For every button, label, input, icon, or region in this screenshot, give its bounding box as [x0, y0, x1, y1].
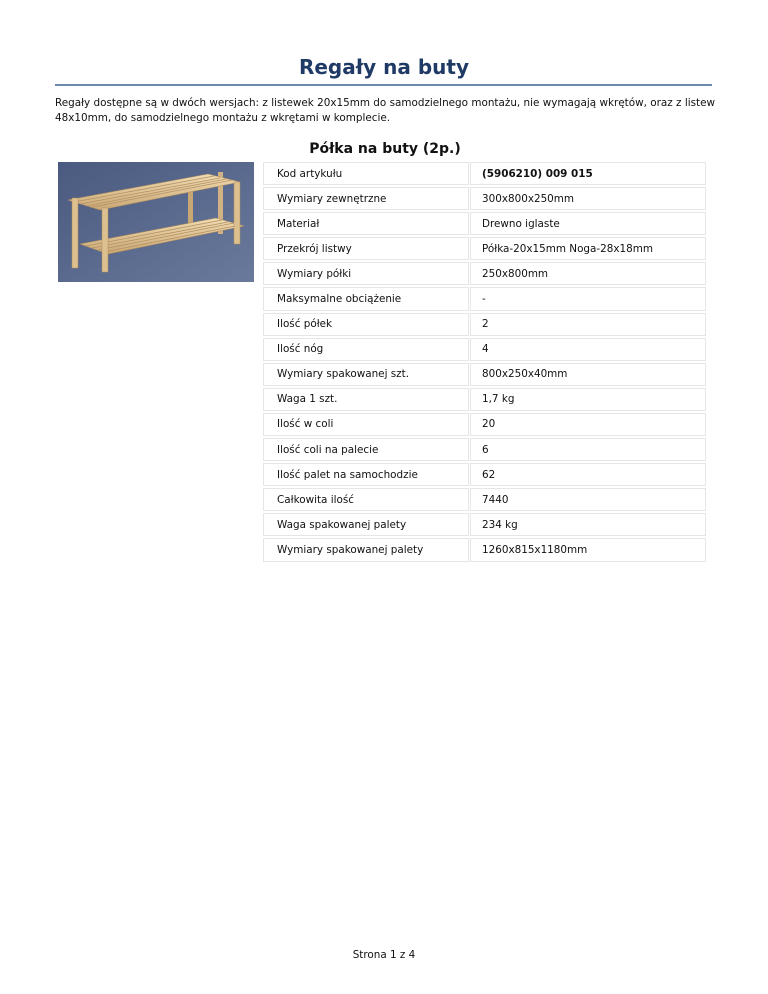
spec-label: Materiał [263, 212, 469, 235]
spec-value: 62 [470, 463, 706, 486]
table-row [263, 236, 707, 261]
table-row [263, 437, 707, 462]
spec-label: Wymiary półki [263, 262, 469, 285]
product-title: Półka na buty (2p.) [309, 141, 461, 157]
spec-label: Ilość półek [263, 313, 469, 336]
spec-value: 250x800mm [470, 262, 706, 285]
spec-label: Wymiary spakowanej szt. [263, 363, 469, 386]
spec-value: Drewno iglaste [470, 212, 706, 235]
spec-value: 1260x815x1180mm [470, 538, 706, 561]
table-row [263, 161, 707, 186]
spec-value: 6 [470, 438, 706, 461]
table-row [263, 387, 707, 412]
spec-value: 2 [470, 313, 706, 336]
page-title: Regały na buty [298, 55, 470, 79]
spec-value: 300x800x250mm [470, 187, 706, 210]
table-row [263, 186, 707, 211]
spec-value: Półka-20x15mm Noga-28x18mm [470, 237, 706, 260]
spec-value: 20 [470, 413, 706, 436]
table-row [263, 412, 707, 437]
table-row [263, 512, 707, 537]
spec-label: Całkowita ilość [263, 488, 469, 511]
spec-label: Ilość nóg [263, 338, 469, 361]
spec-label: Ilość w coli [263, 413, 469, 436]
spec-value: - [470, 287, 706, 310]
table-row [263, 261, 707, 286]
spec-value: 800x250x40mm [470, 363, 706, 386]
table-row [263, 362, 707, 387]
spec-label: Waga 1 szt. [263, 388, 469, 411]
page-number: Strona 1 z 4 [352, 949, 416, 961]
shoe-rack-photo [58, 162, 254, 282]
table-row [263, 337, 707, 362]
spec-label: Ilość coli na palecie [263, 438, 469, 461]
table-row [263, 487, 707, 512]
spec-value: 4 [470, 338, 706, 361]
table-row [263, 537, 707, 562]
spec-value: 234 kg [470, 513, 706, 536]
spec-label: Ilość palet na samochodzie [263, 463, 469, 486]
intro-paragraph: Regały dostępne są w dwóch wersjach: z listewek 20x15mm do samodzielnego montażu, nie wymagają wkrętów, oraz z listew 48x10mm, do samodzielnego montażu z wkrętami w komplecie. [55, 97, 715, 124]
spec-label: Kod artykułu [263, 162, 469, 185]
spec-label: Wymiary zewnętrzne [263, 187, 469, 210]
spec-label: Przekrój listwy [263, 237, 469, 260]
table-row [263, 312, 707, 337]
spec-table [263, 161, 707, 563]
spec-value: 1,7 kg [470, 388, 706, 411]
spec-label: Waga spakowanej palety [263, 513, 469, 536]
table-row [263, 286, 707, 311]
title-divider [55, 84, 712, 86]
spec-label: Wymiary spakowanej palety [263, 538, 469, 561]
spec-value: (5906210) 009 015 [470, 162, 706, 185]
spec-label: Maksymalne obciążenie [263, 287, 469, 310]
table-row [263, 211, 707, 236]
table-row [263, 462, 707, 487]
spec-value: 7440 [470, 488, 706, 511]
